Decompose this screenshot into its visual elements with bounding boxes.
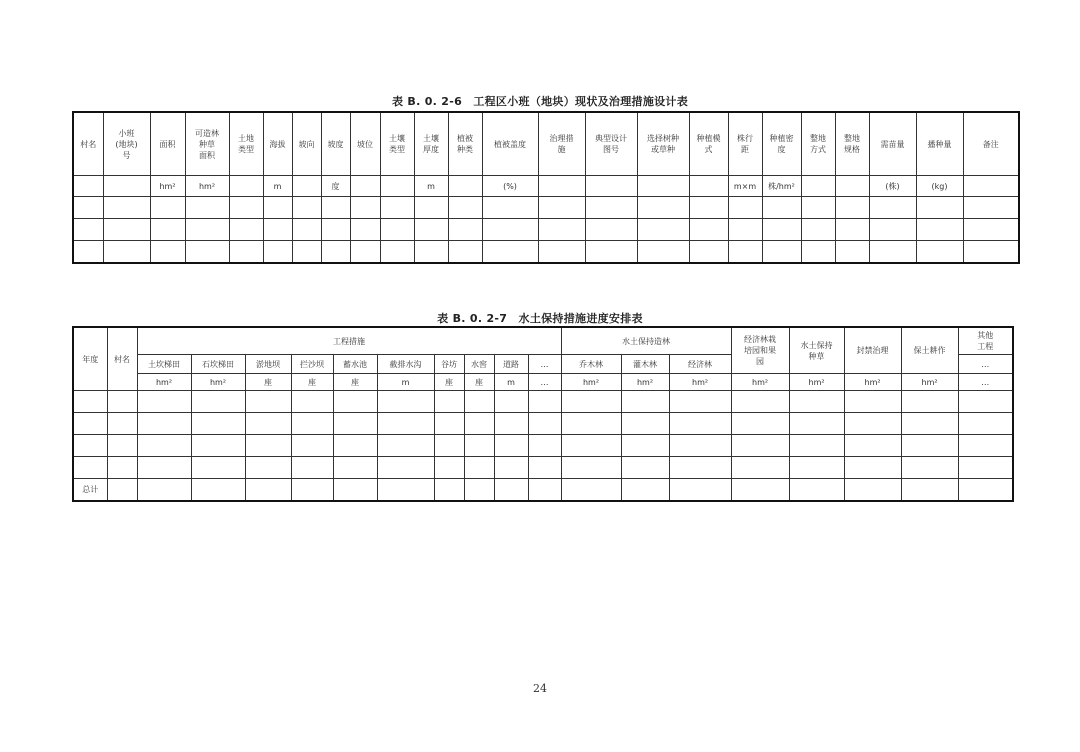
table1-data-cell	[585, 219, 637, 241]
table1-data-cell	[801, 219, 835, 241]
table2-data-cell	[333, 435, 377, 457]
table2-data-cell	[245, 413, 291, 435]
table2-data-cell	[621, 435, 669, 457]
table1-data-cell	[963, 197, 1019, 219]
table1-data-cell	[380, 241, 414, 264]
table1-data-cell	[414, 197, 448, 219]
table1-unit-cell	[292, 176, 321, 197]
table2-data-cell	[73, 413, 107, 435]
table2-data-cell	[789, 413, 844, 435]
table1-data-cell	[801, 241, 835, 264]
table2-data-cell	[107, 413, 137, 435]
table1-data-cell	[229, 241, 263, 264]
forest-unit-cell: hm²	[561, 374, 621, 391]
table1-data-cell	[448, 197, 482, 219]
table2-data-cell	[789, 457, 844, 479]
table1-header-cell: 整地 规格	[835, 112, 869, 176]
table2-data-row	[73, 413, 1013, 435]
table2-data-cell	[245, 435, 291, 457]
table1-data-cell	[538, 219, 585, 241]
table2-data-row	[73, 391, 1013, 413]
table1-header-cell: 村名	[73, 112, 103, 176]
table2-data-cell	[291, 435, 333, 457]
table2-data-cell	[377, 391, 434, 413]
table2-data-cell	[464, 391, 494, 413]
table2-data-cell	[844, 457, 901, 479]
table1-data-cell	[380, 197, 414, 219]
table1-unit-cell	[229, 176, 263, 197]
table1-header-row	[73, 112, 1019, 176]
table2-data-row	[73, 435, 1013, 457]
table1-unit-cell	[585, 176, 637, 197]
table2-data-cell	[958, 457, 1013, 479]
table1-header-cell: 可造林 种草 面积	[185, 112, 229, 176]
table1-data-cell	[350, 241, 380, 264]
table2-data-cell	[901, 435, 958, 457]
year-header: 年度	[73, 327, 107, 391]
table1-unit-cell	[801, 176, 835, 197]
table2-total-cell	[669, 479, 731, 502]
table1-header-cell: 坡度	[321, 112, 350, 176]
table2-unit-row	[73, 374, 1013, 391]
table1-header-cell: 选择树种 或草种	[637, 112, 689, 176]
table2-data-cell	[731, 413, 789, 435]
other-unit-cell: hm²	[789, 374, 844, 391]
table1-data-cell	[150, 197, 185, 219]
table1-data-cell	[263, 219, 292, 241]
table2-total-cell	[291, 479, 333, 502]
table1-data-cell	[292, 241, 321, 264]
table2-group-header-row	[73, 327, 1013, 355]
forest-item-header: 经济林	[669, 355, 731, 374]
table2-data-cell	[191, 413, 245, 435]
table2-data-cell	[333, 391, 377, 413]
table2-data-cell	[789, 391, 844, 413]
table1-data-cell	[263, 197, 292, 219]
table2-data-cell	[73, 391, 107, 413]
table1-header-cell: 植被盖度	[482, 112, 538, 176]
table1-data-cell	[103, 197, 150, 219]
table2-total-cell	[789, 479, 844, 502]
table2-data-cell	[377, 457, 434, 479]
table2-total-cell	[333, 479, 377, 502]
table1-data-cell	[414, 241, 448, 264]
table2-data-cell	[844, 391, 901, 413]
table1-unit-cell: m	[263, 176, 292, 197]
table2-data-cell	[464, 457, 494, 479]
engineering-unit-cell: 座	[434, 374, 464, 391]
table1-data-cell	[73, 197, 103, 219]
table2-data-cell	[191, 435, 245, 457]
engineering-item-header: 石坎梯田	[191, 355, 245, 374]
table1-unit-cell	[637, 176, 689, 197]
table1-header-cell: 小班 (地块) 号	[103, 112, 150, 176]
table1-data-cell	[321, 241, 350, 264]
table2-data-cell	[107, 435, 137, 457]
table2-data-cell	[107, 391, 137, 413]
table2-data-cell	[291, 413, 333, 435]
table2-data-cell	[464, 413, 494, 435]
table2-data-cell	[434, 435, 464, 457]
table1-data-cell	[728, 241, 762, 264]
table2-data-cell	[107, 457, 137, 479]
table1-header-cell: 整地 方式	[801, 112, 835, 176]
table1-data-cell	[869, 219, 916, 241]
engineering-unit-cell: 座	[245, 374, 291, 391]
table1-data-cell	[869, 241, 916, 264]
table1-data-cell	[350, 219, 380, 241]
table1-header-cell: 土壤 厚度	[414, 112, 448, 176]
table1-unit-cell: m	[414, 176, 448, 197]
table2-total-cell	[621, 479, 669, 502]
table1-data-cell	[762, 219, 801, 241]
grass-header: 水土保持 种草	[789, 327, 844, 374]
other-unit-continuation: …	[958, 374, 1013, 391]
table1-data-cell	[585, 197, 637, 219]
engineering-item-header: …	[528, 355, 561, 374]
table2-data-cell	[958, 413, 1013, 435]
table2-data-cell	[494, 413, 528, 435]
page-number: 24	[533, 682, 547, 695]
engineering-unit-cell: 座	[291, 374, 333, 391]
table2-total-row	[73, 479, 1013, 502]
table1-header-cell: 种植密 度	[762, 112, 801, 176]
other-unit-cell: hm²	[731, 374, 789, 391]
table2-total-cell	[528, 479, 561, 502]
table1-unit-cell	[73, 176, 103, 197]
table2-data-cell	[464, 435, 494, 457]
table1-unit-cell: (株)	[869, 176, 916, 197]
table1-data-cell	[916, 197, 963, 219]
table1-data-cell	[263, 241, 292, 264]
table1-unit-cell	[350, 176, 380, 197]
table1-unit-cell: hm²	[185, 176, 229, 197]
table1-unit-cell: 株/hm²	[762, 176, 801, 197]
engineering-item-header: 蓄水池	[333, 355, 377, 374]
table1-data-cell	[482, 241, 538, 264]
table1-unit-cell: m×m	[728, 176, 762, 197]
table1-data-cell	[482, 219, 538, 241]
table2-total-cell	[561, 479, 621, 502]
forest-item-header: 灌木林	[621, 355, 669, 374]
table2-data-cell	[561, 457, 621, 479]
table1-data-cell	[292, 197, 321, 219]
table1-data-cell	[185, 241, 229, 264]
engineering-unit-cell: hm²	[191, 374, 245, 391]
table2-data-cell	[137, 457, 191, 479]
forest-unit-cell: hm²	[669, 374, 731, 391]
table1-header-cell: 坡向	[292, 112, 321, 176]
table1-unit-cell	[448, 176, 482, 197]
table2-data-cell	[901, 391, 958, 413]
table2-data-cell	[844, 435, 901, 457]
engineering-item-header: 道路	[494, 355, 528, 374]
other-continuation: …	[958, 355, 1013, 374]
table1-header-cell: 坡位	[350, 112, 380, 176]
engineering-item-header: 土坎梯田	[137, 355, 191, 374]
engineering-unit-cell: 座	[464, 374, 494, 391]
table2-data-cell	[291, 391, 333, 413]
other-unit-cell: hm²	[844, 374, 901, 391]
table1-data-cell	[150, 219, 185, 241]
table1-header-cell: 株行 距	[728, 112, 762, 176]
table2-total-cell	[464, 479, 494, 502]
table1-data-cell	[292, 219, 321, 241]
village-header: 村名	[107, 327, 137, 391]
table2-data-cell	[901, 413, 958, 435]
table1-data-cell	[916, 219, 963, 241]
table2-total-cell	[107, 479, 137, 502]
table1-data-cell	[963, 241, 1019, 264]
table1-data-cell	[538, 241, 585, 264]
table1-data-cell	[762, 241, 801, 264]
table2-total-cell	[844, 479, 901, 502]
table2-data-cell	[844, 413, 901, 435]
table1-data-cell	[448, 241, 482, 264]
table1-unit-cell: (%)	[482, 176, 538, 197]
table1-data-cell	[835, 241, 869, 264]
table1-data-cell	[103, 241, 150, 264]
table1-data-cell	[321, 219, 350, 241]
table2-data-cell	[494, 457, 528, 479]
table2-data-row	[73, 457, 1013, 479]
table1-header-cell: 备注	[963, 112, 1019, 176]
table2-total-cell	[434, 479, 464, 502]
total-label: 总计	[73, 479, 107, 502]
table1-header-cell: 治理措 施	[538, 112, 585, 176]
table1-data-cell	[150, 241, 185, 264]
table1-data-cell	[482, 197, 538, 219]
table2-data-cell	[669, 391, 731, 413]
table1-data-cell	[689, 241, 728, 264]
table2-data-cell	[958, 435, 1013, 457]
table2-data-cell	[901, 457, 958, 479]
forest-group-header: 水土保持造林	[561, 327, 731, 355]
table1-data-cell	[73, 241, 103, 264]
table2-data-cell	[528, 413, 561, 435]
table2-data-cell	[191, 391, 245, 413]
table2-data-cell	[669, 435, 731, 457]
table2-data-cell	[434, 457, 464, 479]
table2-data-cell	[528, 391, 561, 413]
table1-data-cell	[728, 219, 762, 241]
table2-total-cell	[377, 479, 434, 502]
table2-data-cell	[377, 435, 434, 457]
table1-data-cell	[689, 219, 728, 241]
engineering-item-header: 水窖	[464, 355, 494, 374]
table2-total-cell	[958, 479, 1013, 502]
table2-data-cell	[731, 457, 789, 479]
table1-data-cell	[801, 197, 835, 219]
table2-data-cell	[137, 391, 191, 413]
engineering-unit-cell: m	[377, 374, 434, 391]
table1-data-row	[73, 219, 1019, 241]
table2-total-cell	[245, 479, 291, 502]
table2-data-cell	[377, 413, 434, 435]
table2-data-cell	[245, 391, 291, 413]
engineering-unit-cell: 座	[333, 374, 377, 391]
table1-data-cell	[229, 219, 263, 241]
engineering-item-header: 淤地坝	[245, 355, 291, 374]
engineering-unit-cell: hm²	[137, 374, 191, 391]
table2-data-cell	[434, 391, 464, 413]
table1-unit-cell	[835, 176, 869, 197]
table2-data-cell	[789, 435, 844, 457]
tillage-header: 保土耕作	[901, 327, 958, 374]
table1-header-cell: 播种量	[916, 112, 963, 176]
table1-unit-cell: (kg)	[916, 176, 963, 197]
table1-header-cell: 面积	[150, 112, 185, 176]
forest-item-header: 乔木林	[561, 355, 621, 374]
table2-total-cell	[901, 479, 958, 502]
table1-unit-cell	[380, 176, 414, 197]
table2-data-cell	[291, 457, 333, 479]
engineering-item-header: 拦沙坝	[291, 355, 333, 374]
table2-data-cell	[561, 435, 621, 457]
table2-data-cell	[73, 435, 107, 457]
table1-data-cell	[963, 219, 1019, 241]
table1-unit-cell	[963, 176, 1019, 197]
other-header: 其他 工程	[958, 327, 1013, 355]
table1-data-cell	[321, 197, 350, 219]
table2-data-cell	[958, 391, 1013, 413]
table1-data-cell	[350, 197, 380, 219]
forest-unit-cell: hm²	[621, 374, 669, 391]
table2-data-cell	[621, 457, 669, 479]
table1-header-cell: 植被 种类	[448, 112, 482, 176]
table2-data-cell	[191, 457, 245, 479]
table2-total-cell	[191, 479, 245, 502]
engineering-item-header: 谷坊	[434, 355, 464, 374]
table1-header-cell: 海拔	[263, 112, 292, 176]
table1-data-cell	[229, 197, 263, 219]
table1-data-cell	[916, 241, 963, 264]
table2-data-cell	[333, 457, 377, 479]
table1-data-row	[73, 197, 1019, 219]
table1-unit-cell: hm²	[150, 176, 185, 197]
table2-data-cell	[73, 457, 107, 479]
table2-data-cell	[137, 413, 191, 435]
table1-data-cell	[73, 219, 103, 241]
table2-data-cell	[561, 391, 621, 413]
table1-data-cell	[185, 197, 229, 219]
table2-data-cell	[137, 435, 191, 457]
table1-data-cell	[448, 219, 482, 241]
table2-data-cell	[528, 435, 561, 457]
other-unit-cell: hm²	[901, 374, 958, 391]
table2-data-cell	[669, 413, 731, 435]
table1-data-cell	[835, 197, 869, 219]
table2-data-cell	[669, 457, 731, 479]
table1-data-cell	[869, 197, 916, 219]
table1-data-cell	[637, 219, 689, 241]
progress-schedule-table	[72, 326, 1014, 502]
table2-data-cell	[731, 435, 789, 457]
table1-data-cell	[637, 241, 689, 264]
table1-unit-cell	[689, 176, 728, 197]
table1-data-cell	[185, 219, 229, 241]
table1-data-cell	[637, 197, 689, 219]
table1-data-cell	[414, 219, 448, 241]
table2-total-cell	[731, 479, 789, 502]
forest-plot-design-table	[72, 111, 1020, 264]
table1-data-cell	[835, 219, 869, 241]
economic-orchard-header: 经济林栽 培园和果 园	[731, 327, 789, 374]
table2-data-cell	[333, 413, 377, 435]
engineering-item-header: 截排水沟	[377, 355, 434, 374]
table1-data-cell	[538, 197, 585, 219]
engineering-unit-cell: m	[494, 374, 528, 391]
table2-data-cell	[494, 391, 528, 413]
table2-data-cell	[621, 413, 669, 435]
table2-total-cell	[137, 479, 191, 502]
table1-unit-cell: 度	[321, 176, 350, 197]
enclosure-header: 封禁治理	[844, 327, 901, 374]
table1-data-cell	[728, 197, 762, 219]
table1-header-cell: 种植模 式	[689, 112, 728, 176]
table1-unit-cell	[103, 176, 150, 197]
engineering-unit-cell: …	[528, 374, 561, 391]
table1-data-cell	[103, 219, 150, 241]
table1-header-cell: 需苗量	[869, 112, 916, 176]
engineering-group-header: 工程措施	[137, 327, 561, 355]
table2-data-cell	[528, 457, 561, 479]
table1-data-cell	[689, 197, 728, 219]
table2-total-cell	[494, 479, 528, 502]
table1-data-row	[73, 241, 1019, 264]
table1-unit-cell	[538, 176, 585, 197]
table1-title: 表 B. 0. 2-6 工程区小班（地块）现状及治理措施设计表	[391, 95, 689, 108]
table1-header-cell: 土地 类型	[229, 112, 263, 176]
table2-data-cell	[731, 391, 789, 413]
table1-data-cell	[380, 219, 414, 241]
table1-header-cell: 典型设计 图号	[585, 112, 637, 176]
table2-data-cell	[494, 435, 528, 457]
table2-data-cell	[561, 413, 621, 435]
table1-unit-row	[73, 176, 1019, 197]
table2-data-cell	[245, 457, 291, 479]
table2-data-cell	[621, 391, 669, 413]
table2-data-cell	[434, 413, 464, 435]
table2-title: 表 B. 0. 2-7 水土保持措施进度安排表	[437, 312, 643, 325]
table1-header-cell: 土壤 类型	[380, 112, 414, 176]
table1-data-cell	[585, 241, 637, 264]
table1-data-cell	[762, 197, 801, 219]
